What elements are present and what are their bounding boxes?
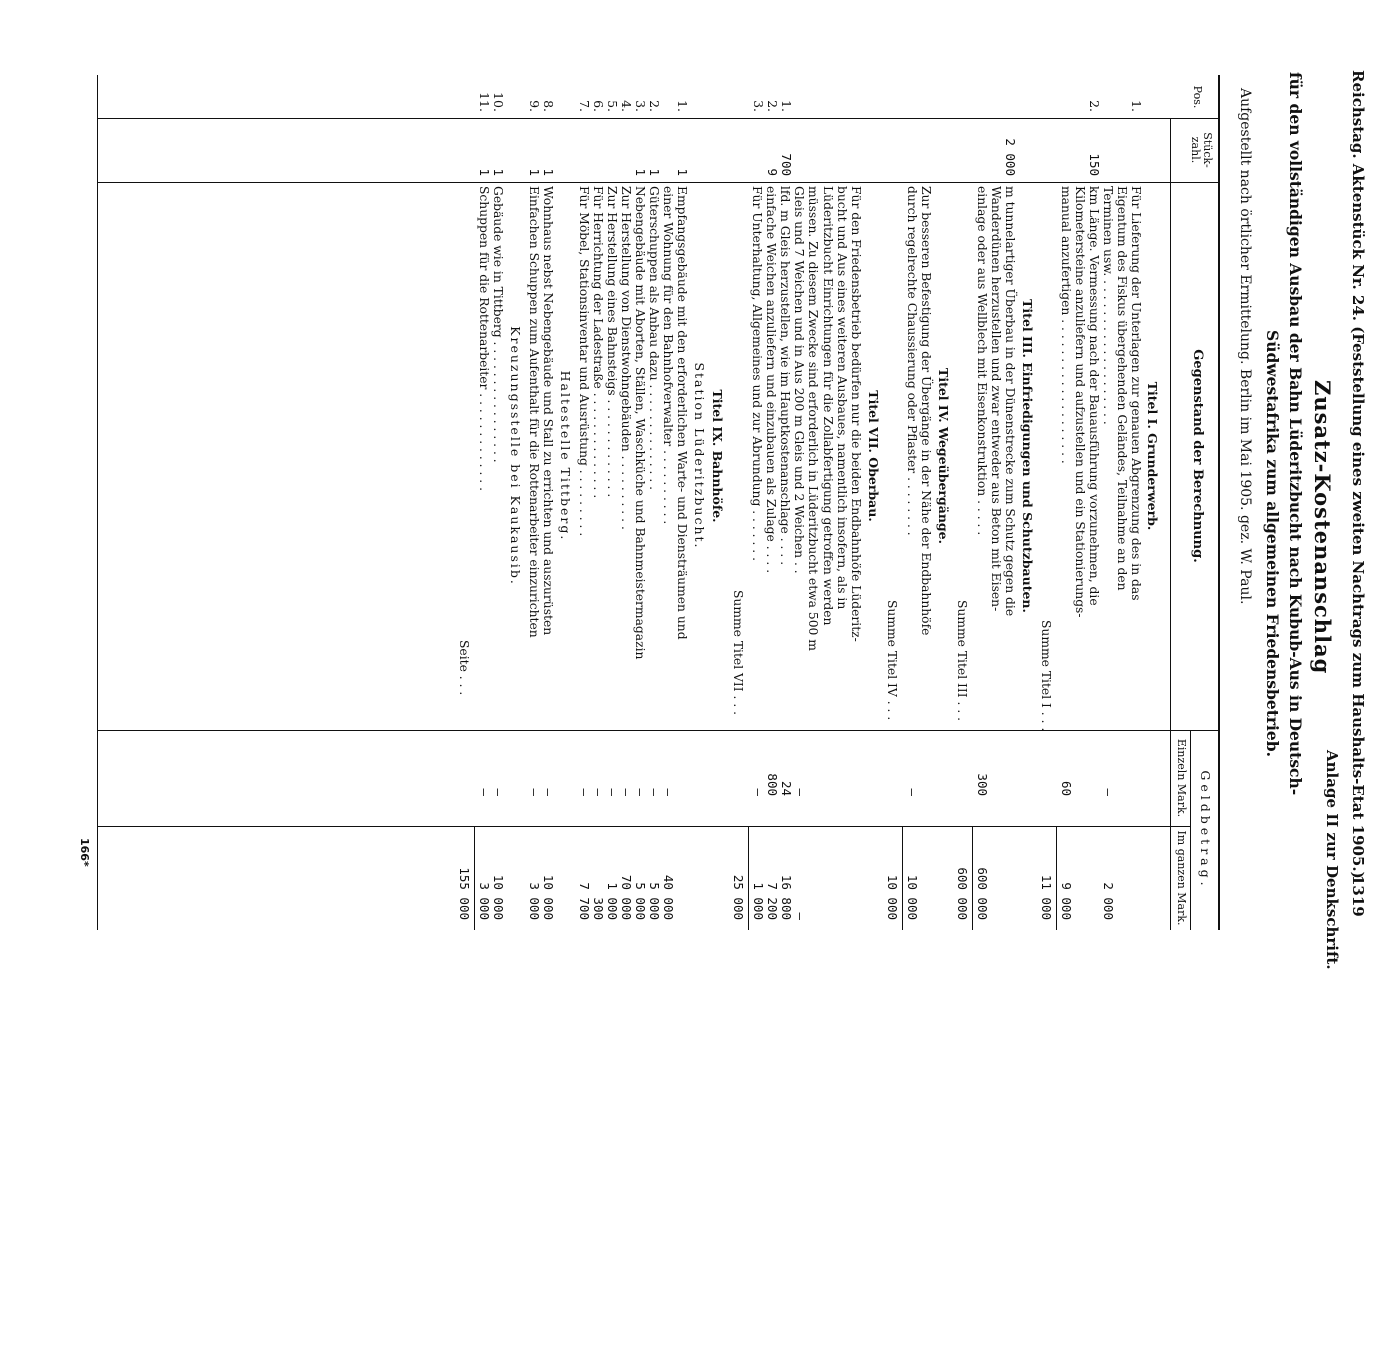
table-header-rule: [1170, 118, 1171, 930]
single-value: 800: [765, 773, 780, 796]
total-value: 3 000: [477, 882, 492, 920]
single-value: —: [577, 788, 592, 796]
col-header-single: Einzeln Mark.: [1175, 738, 1188, 818]
station-heading-2: Haltestelle Tittberg.: [558, 370, 573, 542]
single-value: —: [527, 788, 542, 796]
row-pos: 2.: [1087, 100, 1102, 112]
single-value: —: [633, 788, 648, 796]
row-pos: 1.: [675, 100, 690, 112]
row-pos: 3.: [751, 100, 766, 112]
page-sum-value: 155 000: [457, 867, 472, 920]
total-value: 7 200: [765, 882, 780, 920]
row-text: Für den Friedensbetrieb bedürfen nur die beiden Endbahnhöfe Lüderitz- bucht und Aus eines weiteren Ausbaues, namentlich insofern, als in Lüderitzbucht Einrichtungen für die Zollabfertigung getroffen werden müssen. Zu diesem Zwecke sind erforderlich in Lüderitzbucht etwa 500 m Gleis und 7 Weichen und in Aus 200 m Gleis und 2 Weichen . . lfd. m Gleis herzustellen, wie im Hauptkostenanschlage . . . . einfache Weichen anzuliefern und einzubauen als Zulage . . . . Für Unterhaltung, Allgemeines und zur Abrundung . . . . . . .: [749, 186, 863, 651]
row-pos: 1.: [1129, 100, 1144, 112]
single-value: —: [605, 788, 620, 796]
section-sum-value: 25 000: [731, 874, 746, 920]
row-pos: 5.: [605, 100, 620, 112]
author-line: Aufgestellt nach örtlicher Ermittelung. Berlin im Mai 1905. gez. W. Paul.: [1237, 88, 1253, 605]
col-header-amount: Geldbetrag.: [1198, 770, 1213, 890]
section-sum-label: Summe Titel III . . .: [955, 600, 969, 722]
total-value: 9 000: [1059, 882, 1074, 920]
table-top-rule: [1218, 75, 1220, 930]
sum-rule: [972, 826, 973, 930]
row-pos: 8.: [541, 100, 556, 112]
row-text: Zur besseren Befestigung der Übergänge in der Nähe der Endbahnhöfe durch regelrechte Chaussierung oder Pflaster . . . . . . . .: [904, 186, 933, 636]
col-header-total: Im ganzen Mark.: [1175, 830, 1188, 926]
total-value: 5 000: [633, 882, 648, 920]
single-value: 300: [975, 773, 990, 796]
col-header-subject: Gegenstand der Berechnung.: [1190, 349, 1205, 563]
row-text: Nebengebäude mit Aborten, Ställen, Waschküche und Bahnmeistermagazin: [633, 186, 647, 660]
row-pos: 6.: [591, 100, 606, 112]
page-sum-label: Seite . . .: [457, 640, 471, 696]
total-value: 40 000: [661, 874, 676, 920]
row-text: Gebäude wie in Tittberg . . . . . . . . . . . . . . . .: [491, 186, 505, 463]
row-text: Güterschuppen als Anbau dazu . . . . . . . . . . . . . .: [647, 186, 661, 491]
sum-rule: [474, 826, 475, 930]
total-value: 10 000: [541, 874, 556, 920]
row-text: Für Lieferung der Unterlagen zur genauen Abgrenzung des in das Eigentum des Fiskus übergehenden Geländes, Teilnahme an den Terminen usw. . . . . . . . . . . . . . . . . . . .: [1100, 186, 1143, 601]
row-pos: 1.: [779, 100, 794, 112]
row-count: 1: [477, 168, 492, 176]
amount-header-rule: [1190, 730, 1191, 930]
col-header-count: Stück-zahl.: [1189, 132, 1214, 168]
total-value: —: [793, 912, 808, 920]
row-text: km Länge. Vermessung nach der Bauausführung vorzunehmen, die Kilometersteine anzuliefern und aufzustellen und ein Stationierungs- manual anzufertigen . . . . . . . . . . . . . . . . . . .: [1058, 186, 1101, 618]
section-sum-value: 11 000: [1039, 874, 1054, 920]
section-title-7: Titel VII. Oberbau.: [866, 390, 881, 522]
row-pos: 3.: [633, 100, 648, 112]
row-text: Für Herrichtung der Ladestraße . . . . . . . . . . . . . .: [591, 186, 605, 499]
col-rule-2: [98, 182, 1220, 183]
total-value: 7 700: [577, 882, 592, 920]
total-value: 10 000: [491, 874, 506, 920]
single-value: 24: [779, 780, 794, 796]
row-text: Zur Herstellung von Dienstwohngebäuden . . . . . . . . . .: [619, 186, 633, 530]
station-heading-1: Station Lüderitzbucht.: [692, 362, 707, 550]
running-header: Reichstag. Aktenstück Nr. 24. (Feststellung eines zweiten Nachtrags zum Haushalts-Etat 1905.): [1349, 70, 1367, 879]
section-sum-label: Summe Titel I . . .: [1039, 620, 1053, 732]
row-pos: 4.: [619, 100, 634, 112]
single-value: —: [751, 788, 766, 796]
section-sum-value: 600 000: [955, 867, 970, 920]
total-value: 300: [591, 897, 606, 920]
sum-rule: [748, 826, 749, 930]
station-heading-3: Kreuzungsstelle bei Kaukausib.: [508, 326, 523, 586]
row-pos: 2.: [765, 100, 780, 112]
row-count: 2 000: [1003, 138, 1018, 176]
sum-rule: [1056, 826, 1057, 930]
row-text: Wohnhaus nebst Nebengebäude und Stall zu errichten und auszurüsten: [541, 186, 555, 636]
page-number: 1319: [1349, 875, 1367, 917]
total-value: 1 000: [751, 882, 766, 920]
row-count: 1: [675, 168, 690, 176]
single-value: —: [793, 788, 808, 796]
section-title-3: Titel III. Einfriedigungen und Schutzbauten.: [1020, 299, 1035, 613]
subtitle-line-1: für den vollständigen Ausbau der Bahn Lüderitzbucht nach Kubub-Aus in Deutsch-: [1286, 72, 1305, 796]
section-sum-label: Summe Titel IV . . .: [885, 600, 899, 721]
row-count: 1: [633, 168, 648, 176]
row-pos: 7.: [577, 100, 592, 112]
section-sum-label: Summe Titel VII . . .: [731, 590, 745, 716]
single-value: —: [1101, 788, 1116, 796]
row-count: 700: [779, 153, 794, 176]
single-value: —: [619, 788, 634, 796]
total-value: 70 000: [619, 874, 634, 920]
total-value: 2 000: [1101, 882, 1116, 920]
row-text: Einfachen Schuppen zum Aufenthalt für die Rottenarbeiter einzurichten: [527, 186, 541, 638]
total-value: 3 000: [527, 882, 542, 920]
total-value: 1 000: [605, 882, 620, 920]
row-count: 1: [647, 168, 662, 176]
row-text: m tunnelartiger Überbau in der Dünenstrecke zum Schutz gegen die Wanderdünen herzustellen und zwar entweder aus Beton mit Eisen- einlage oder aus Wellblech mit Eisenkonstruktion . . . . .: [974, 186, 1017, 617]
col-header-pos: Pos.: [1191, 85, 1204, 109]
document-title: Zusatz-Kostenanschlag: [1310, 380, 1335, 675]
col-rule-1: [98, 118, 1220, 119]
single-value: —: [541, 788, 556, 796]
row-text: Schuppen für die Rottenarbeiter . . . . . . . . . . . . .: [477, 186, 491, 492]
single-value: 60: [1059, 780, 1074, 796]
row-pos: 11.: [477, 92, 492, 112]
annex-label: Anlage II zur Denkschrift.: [1323, 750, 1341, 970]
table-bottom-rule: [97, 75, 98, 930]
section-title-4: Titel IV. Wegeübergänge.: [936, 368, 951, 544]
single-value: —: [477, 788, 492, 796]
total-value: 5 000: [647, 882, 662, 920]
row-text: Für Möbel, Stationsinventar und Ausrüstung . . . . . . . . .: [577, 186, 591, 537]
row-text: Empfangsgebäude mit den erforderlichen Warte- und Diensträumen und einer Wohnung für den Bahnhofverwalter . . . . . . . . . .: [660, 186, 689, 640]
row-count: 1: [541, 168, 556, 176]
total-value: 16 800: [779, 874, 794, 920]
single-value: —: [661, 788, 676, 796]
col-rule-4: [98, 826, 1191, 827]
subtitle-line-2: Südwestafrika zum allgemeinen Friedensbetrieb.: [1263, 330, 1282, 758]
section-sum-value: 10 000: [885, 874, 900, 920]
sum-rule: [902, 826, 903, 930]
single-value: —: [491, 788, 506, 796]
row-pos: 9.: [527, 100, 542, 112]
row-count: 1: [527, 168, 542, 176]
row-count: 1: [491, 168, 506, 176]
single-value: —: [591, 788, 606, 796]
row-pos: 10.: [491, 92, 506, 112]
row-count: 150: [1087, 153, 1102, 176]
row-pos: 2.: [647, 100, 662, 112]
total-value: 600 000: [975, 867, 990, 920]
section-title-9: Titel IX. Bahnhöfe.: [710, 389, 725, 523]
total-value: 10 000: [905, 874, 920, 920]
single-value: —: [905, 788, 920, 796]
row-count: 9: [765, 168, 780, 176]
footer-mark: 166*: [78, 838, 91, 867]
row-text: Zur Herstellung eines Bahnsteigs . . . . . . . . . . . . .: [605, 186, 619, 498]
section-title-1: Titel I. Grunderwerb.: [1145, 381, 1160, 531]
single-value: —: [647, 788, 662, 796]
